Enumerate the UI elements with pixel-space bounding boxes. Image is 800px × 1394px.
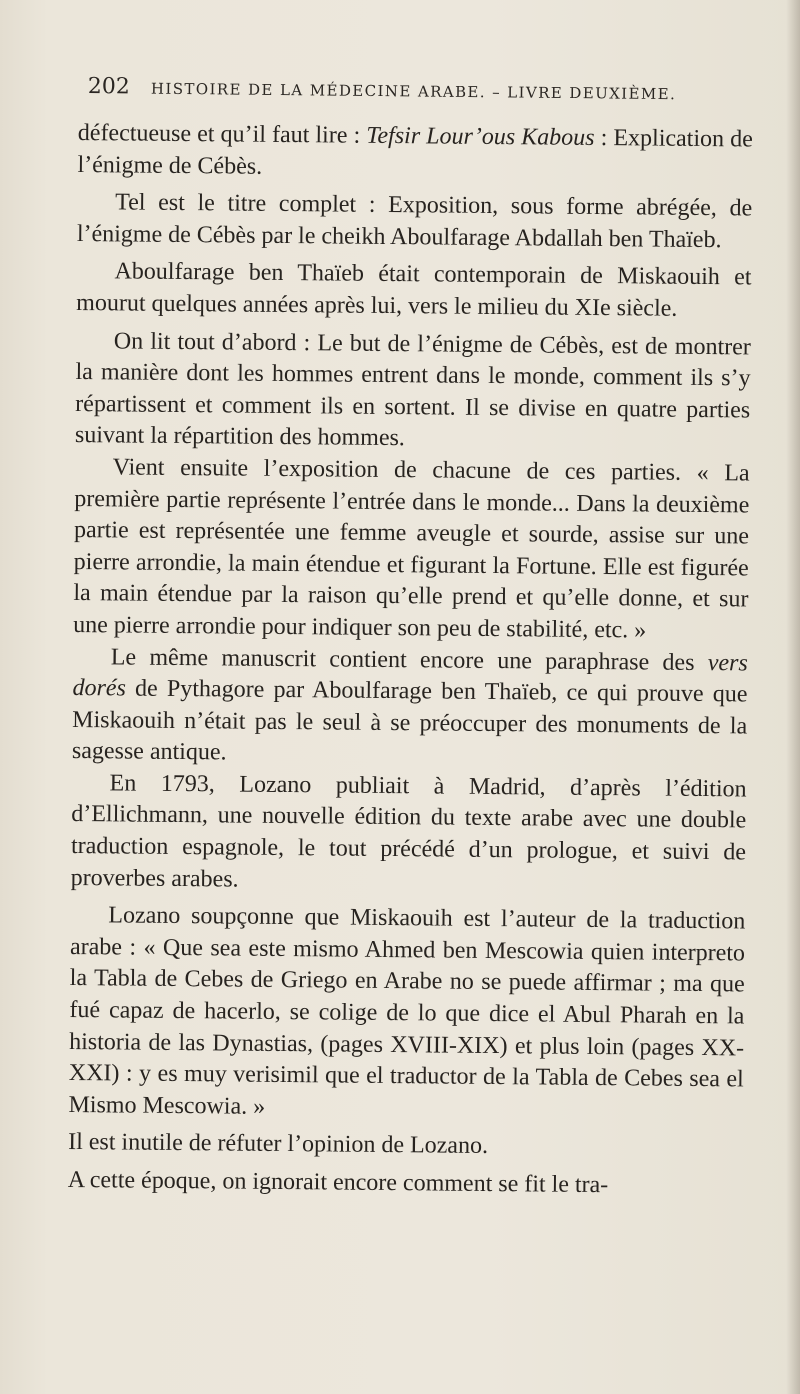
paragraph-italic-title: Tefsir Lour’ous Kabous xyxy=(366,122,595,151)
running-header xyxy=(88,74,728,106)
paragraph: Vient ensuite l’exposition de chacune de ces parties. « La première partie représente l’entrée dans le monde... Dans la deuxième partie est représentée une femme aveugle et sourde, assise sur une pierre arrondie, la main étendue et figurant la Fortune. Elle est figurée la main étendue par la raison qu’elle prend et qu’elle donne, et sur une pierre arrondie pour indiquer son peu de stabilité, etc. » xyxy=(73,454,750,644)
paragraph: Il est inutile de réfuter l’opinion de Lozano. xyxy=(68,1129,489,1160)
paragraph: On lit tout d’abord : Le but de l’énigme de Cébès, est de montrer la manière dont les hommes entrent dans le monde, comment ils s’y répartissent et comment ils en sortent. Il se divise en quatre parties suivant la répartition des hommes. xyxy=(74,327,751,452)
running-title: HISTOIRE DE LA MÉDECINE ARABE. – LIVRE DEUXIÈME. xyxy=(150,79,677,104)
paragraph xyxy=(77,118,753,188)
paragraph-italic-title: vers dorés xyxy=(72,649,748,702)
paragraph xyxy=(72,641,748,774)
paragraph-text: : Explication de l’énigme de Cébès. xyxy=(77,124,753,180)
paragraph: A cette époque, on ignorait encore comment se fit le tra- xyxy=(67,1166,609,1199)
page-gutter-shadow xyxy=(786,0,800,1394)
paragraph: Aboulfarage ben Thaïeb était contemporain de Miskaouih et mourut quelques années après lui, vers le milieu du XIe siècle. xyxy=(76,258,752,322)
paragraph-text: défectueuse et qu’il faut lire : xyxy=(77,119,367,149)
paragraph: Tel est le titre complet : Exposition, sous forme abrégée, de l’énigme de Cébès par le cheikh Aboulfarage Abdallah ben Thaïeb. xyxy=(76,189,753,253)
body-text xyxy=(68,118,753,1203)
paragraph-text: de Pythagore par Aboulfarage ben Thaïeb, ce qui prouve que Miskaouih n’était pas le seul à se préoccuper des monuments de la sagesse antique. xyxy=(71,675,748,766)
page-number: 202 xyxy=(87,74,130,100)
paragraph: Lozano soupçonne que Miskaouih est l’auteur de la traduction arabe : « Que sea este mismo Ahmed ben Mescowia quien interpreto la Tabla de Cebes de Griego en Arabe no se puede affirmar ; ma que fué capaz de hacerlo, se colige de lo que dice el Abul Pharah en la historia de las Dynastias, (pages XVIII-XIX) et plus loin (pages XX-XXI) : y es muy verisimil que el traductor de la Tabla de Cebes sea el Mismo Mescowia. » xyxy=(68,902,746,1120)
paragraph: En 1793, Lozano publiait à Madrid, d’après l’édition d’Ellichmann, une nouvelle édition du texte arabe avec une double traduction espagnole, le tout précédé d’un prologue, et suivi de proverbes arabes. xyxy=(70,770,747,893)
paragraph-text: Le même manuscrit contient encore une paraphrase des xyxy=(110,643,708,676)
